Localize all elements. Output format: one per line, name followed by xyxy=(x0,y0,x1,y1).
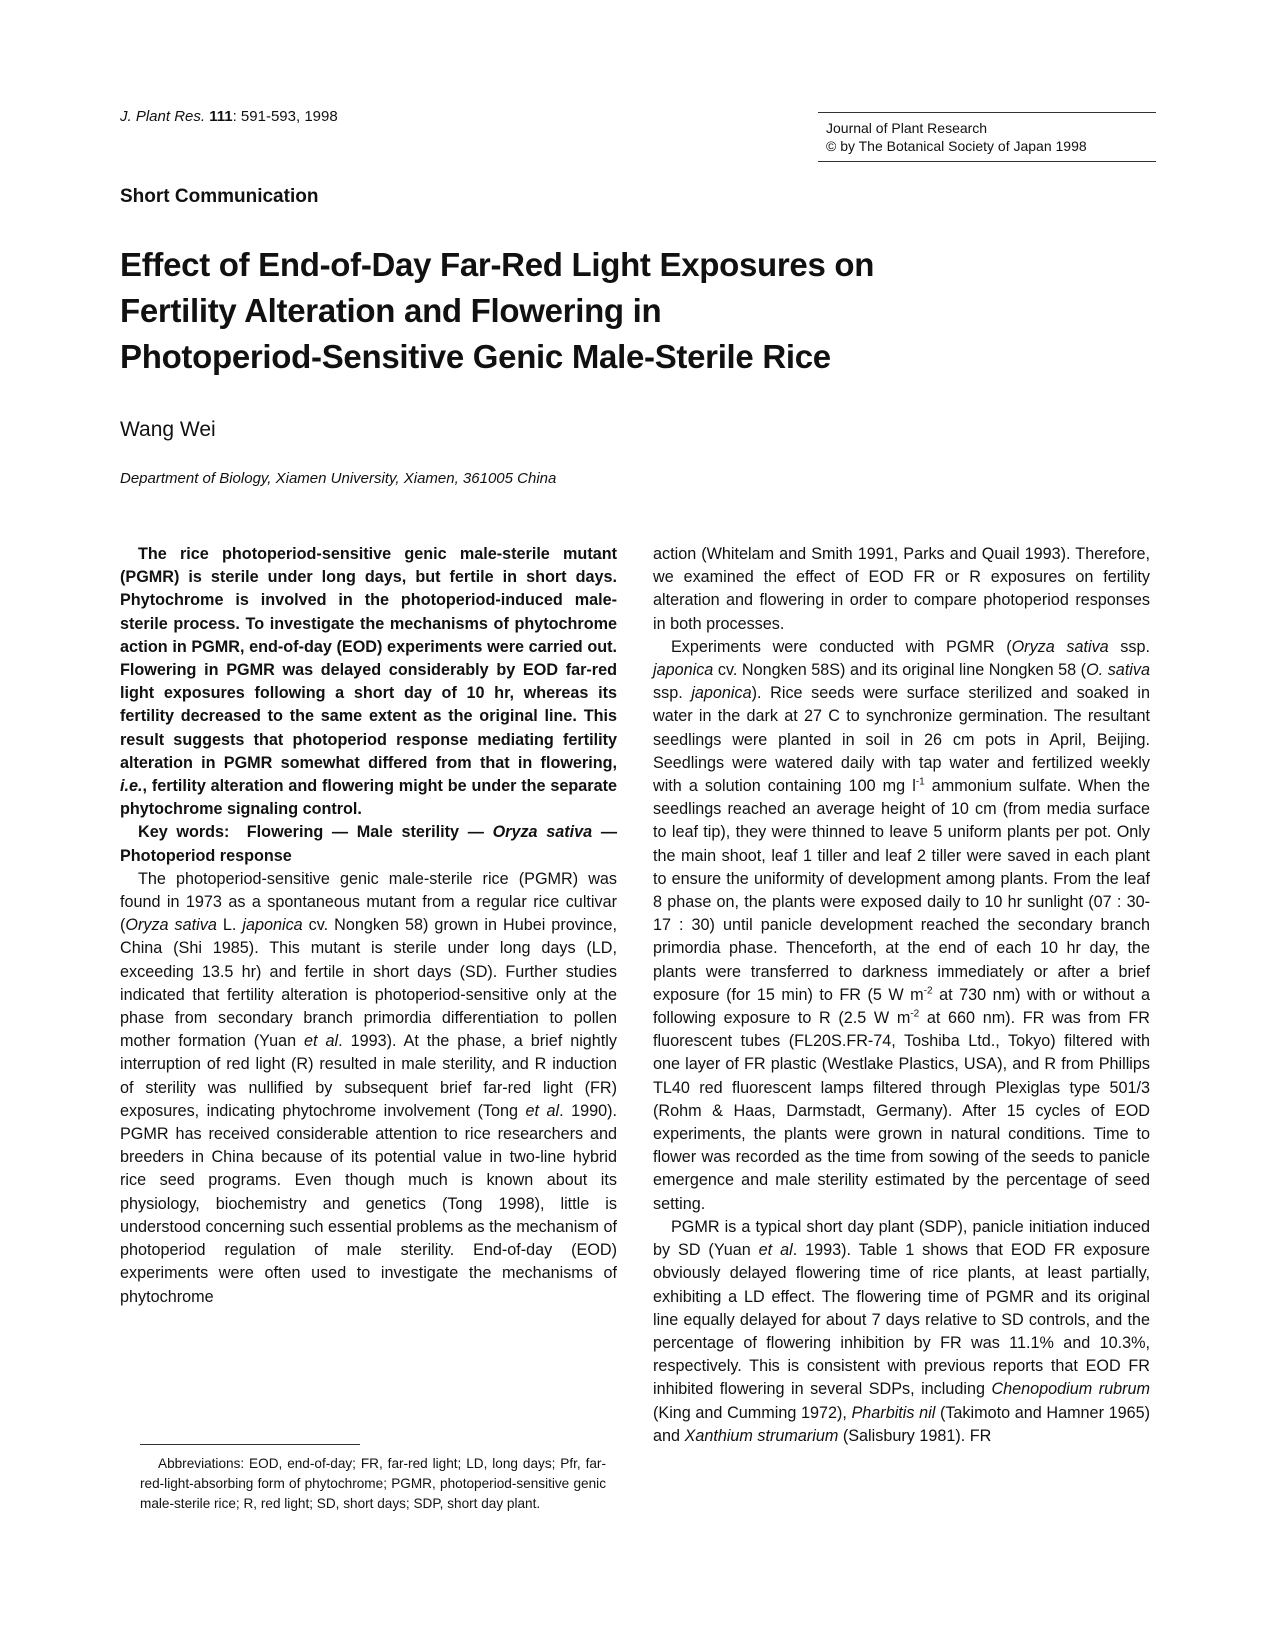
journal-citation: J. Plant Res. 111: 591-593, 1998 xyxy=(120,108,338,125)
footnote-divider xyxy=(140,1444,360,1445)
body-paragraph: action (Whitelam and Smith 1991, Parks and Quail 1993). Therefore, we examined the effect of EOD FR or R exposures on fertility alteration and flowering in order to compare photoperiod responses in both processes. xyxy=(653,545,1150,633)
methods-paragraph: Experiments were conducted with PGMR (Oryza sativa ssp. japonica cv. Nongken 58S) and its original line Nongken 58 (O. sativa ssp. japonica). Rice seeds were surface sterilized and soaked in water in the dark at 27 C to synchronize germination. The resultant seedlings were planted in soil in 26 cm pots in April, Beijing. Seedlings were watered daily with tap water and fertilized weekly with a solution containing 100 mg $l^{-1}$ ammonium sulfate. When the seedlings reached an average height of 10 cm (from media surface to leaf tip), they were thinned to leave 5 uniform plants per pot. Only the main shoot, leaf 1 tiller and leaf 2 tiller were saved in each plant to ensure the uniformity of development among plants. From the leaf 8 phase on, the plants were exposed daily to 10 hr sunlight (07 : 30-17 : 30) until panicle development reached the secondary branch primordia phase. Thenceforth, at the end of each 10 hr day, the plants were transferred to darkness immediately or after a brief exposure (for 15 min) to FR (5 W $m^{-2}$ at 730 nm) with or without a following exposure to R (2.5 W $m^{-2}$ at 660 nm). FR was from FR fluorescent tubes (FL20S.FR-74, Toshiba Ltd., Tokyo) filtered with one layer of FR plastic (Westlake Plastics, USA), and R from Phillips TL40 red fluorescent lamps filtered through Plexiglas type 501/3 (Rohm & Haas, Darmstadt, Germany). After 15 cycles of EOD experiments, the plants were grown in natural conditions. Time to flower was recorded as the time from sowing of the seeds to panicle emergence and male sterility estimated by the percentage of seed setting. xyxy=(653,637,1151,1213)
left-column xyxy=(120,543,617,1309)
article-title xyxy=(120,242,1020,380)
journal-info-box xyxy=(818,112,1156,162)
abstract: The rice photoperiod-sensitive genic male-sterile mutant (PGMR) is sterile under long days, but fertile in short days. Phytochrome is involved in the photoperiod-induced male-sterile process. To investigate the mechanisms of phytochrome action in PGMR, end-of-day (EOD) experiments were carried out. Flowering in PGMR was delayed considerably by EOD far-red light exposures following a short day of 10 hr, whereas its fertility decreased to the same extent as the original line. This result suggests that photoperiod response mediating fertility alteration in PGMR somewhat differed from that in flowering, i.e., fertility alteration and flowering might be under the separate phytochrome signaling control. xyxy=(120,545,617,819)
title-line: Photoperiod-Sensitive Genic Male-Sterile Rice xyxy=(120,338,831,375)
title-line: Effect of End-of-Day Far-Red Light Exposures on xyxy=(120,246,875,283)
copyright-line: © by The Botanical Society of Japan 1998 xyxy=(826,138,1087,154)
author-affiliation: Department of Biology, Xiamen University, Xiamen, 361005 China xyxy=(120,470,557,487)
intro-paragraph: The photoperiod-sensitive genic male-sterile rice (PGMR) was found in 1973 as a spontaneous mutant from a regular rice cultivar (Oryza sativa L. japonica cv. Nongken 58) grown in Hubei province, China (Shi 1985). This mutant is sterile under long days (LD, exceeding 13.5 hr) and fertile in short days (SD). Further studies indicated that fertility alteration is photoperiod-sensitive only at the phase from secondary branch primordia differentiation to pollen mother formation (Yuan et al. 1993). At the phase, a brief nightly interruption of red light (R) resulted in male sterility, and R induction of sterility was nullified by subsequent brief far-red light (FR) exposures, indicating phytochrome involvement (Tong et al. 1990). PGMR has received considerable attention to rice researchers and breeders in China because of its potential value in two-line hybrid rice seed programs. Even though much is known about its physiology, biochemistry and genetics (Tong 1998), little is understood concerning such essential problems as the mechanism of photoperiod regulation of male sterility. End-of-day (EOD) experiments were often used to investigate the mechanisms of phytochrome xyxy=(120,869,617,1306)
keywords: Key words: Flowering — Male sterility — Oryza sativa — Photoperiod response xyxy=(120,823,618,865)
journal-name: Journal of Plant Research xyxy=(826,120,988,136)
abbreviations-footnote: Abbreviations: EOD, end-of-day; FR, far-red light; LD, long days; Pfr, far-red-light-absorbing form of phytochrome; PGMR, photoperiod-sensitive genic male-sterile rice; R, red light; SD, short days; SDP, short day plant. xyxy=(140,1456,606,1511)
title-line: Fertility Alteration and Flowering in xyxy=(120,292,662,329)
results-paragraph: PGMR is a typical short day plant (SDP), panicle initiation induced by SD (Yuan et al. 1993). Table 1 shows that EOD FR exposure obviously delayed flowering time of rice plants, at least partially, exhibiting a LD effect. The flowering time of PGMR and its original line equally delayed for about 7 days relative to SD controls, and the percentage of flowering inhibition by FR was 11.1% and 10.3%, respectively. This is consistent with previous reports that EOD FR inhibited flowering in several SDPs, including Chenopodium rubrum (King and Cumming 1972), Pharbitis nil (Takimoto and Hamner 1965) and Xanthium strumarium (Salisbury 1981). FR xyxy=(653,1217,1150,1445)
article-type-label: Short Communication xyxy=(120,186,319,207)
author-name: Wang Wei xyxy=(120,418,216,441)
right-column xyxy=(653,543,1150,1448)
